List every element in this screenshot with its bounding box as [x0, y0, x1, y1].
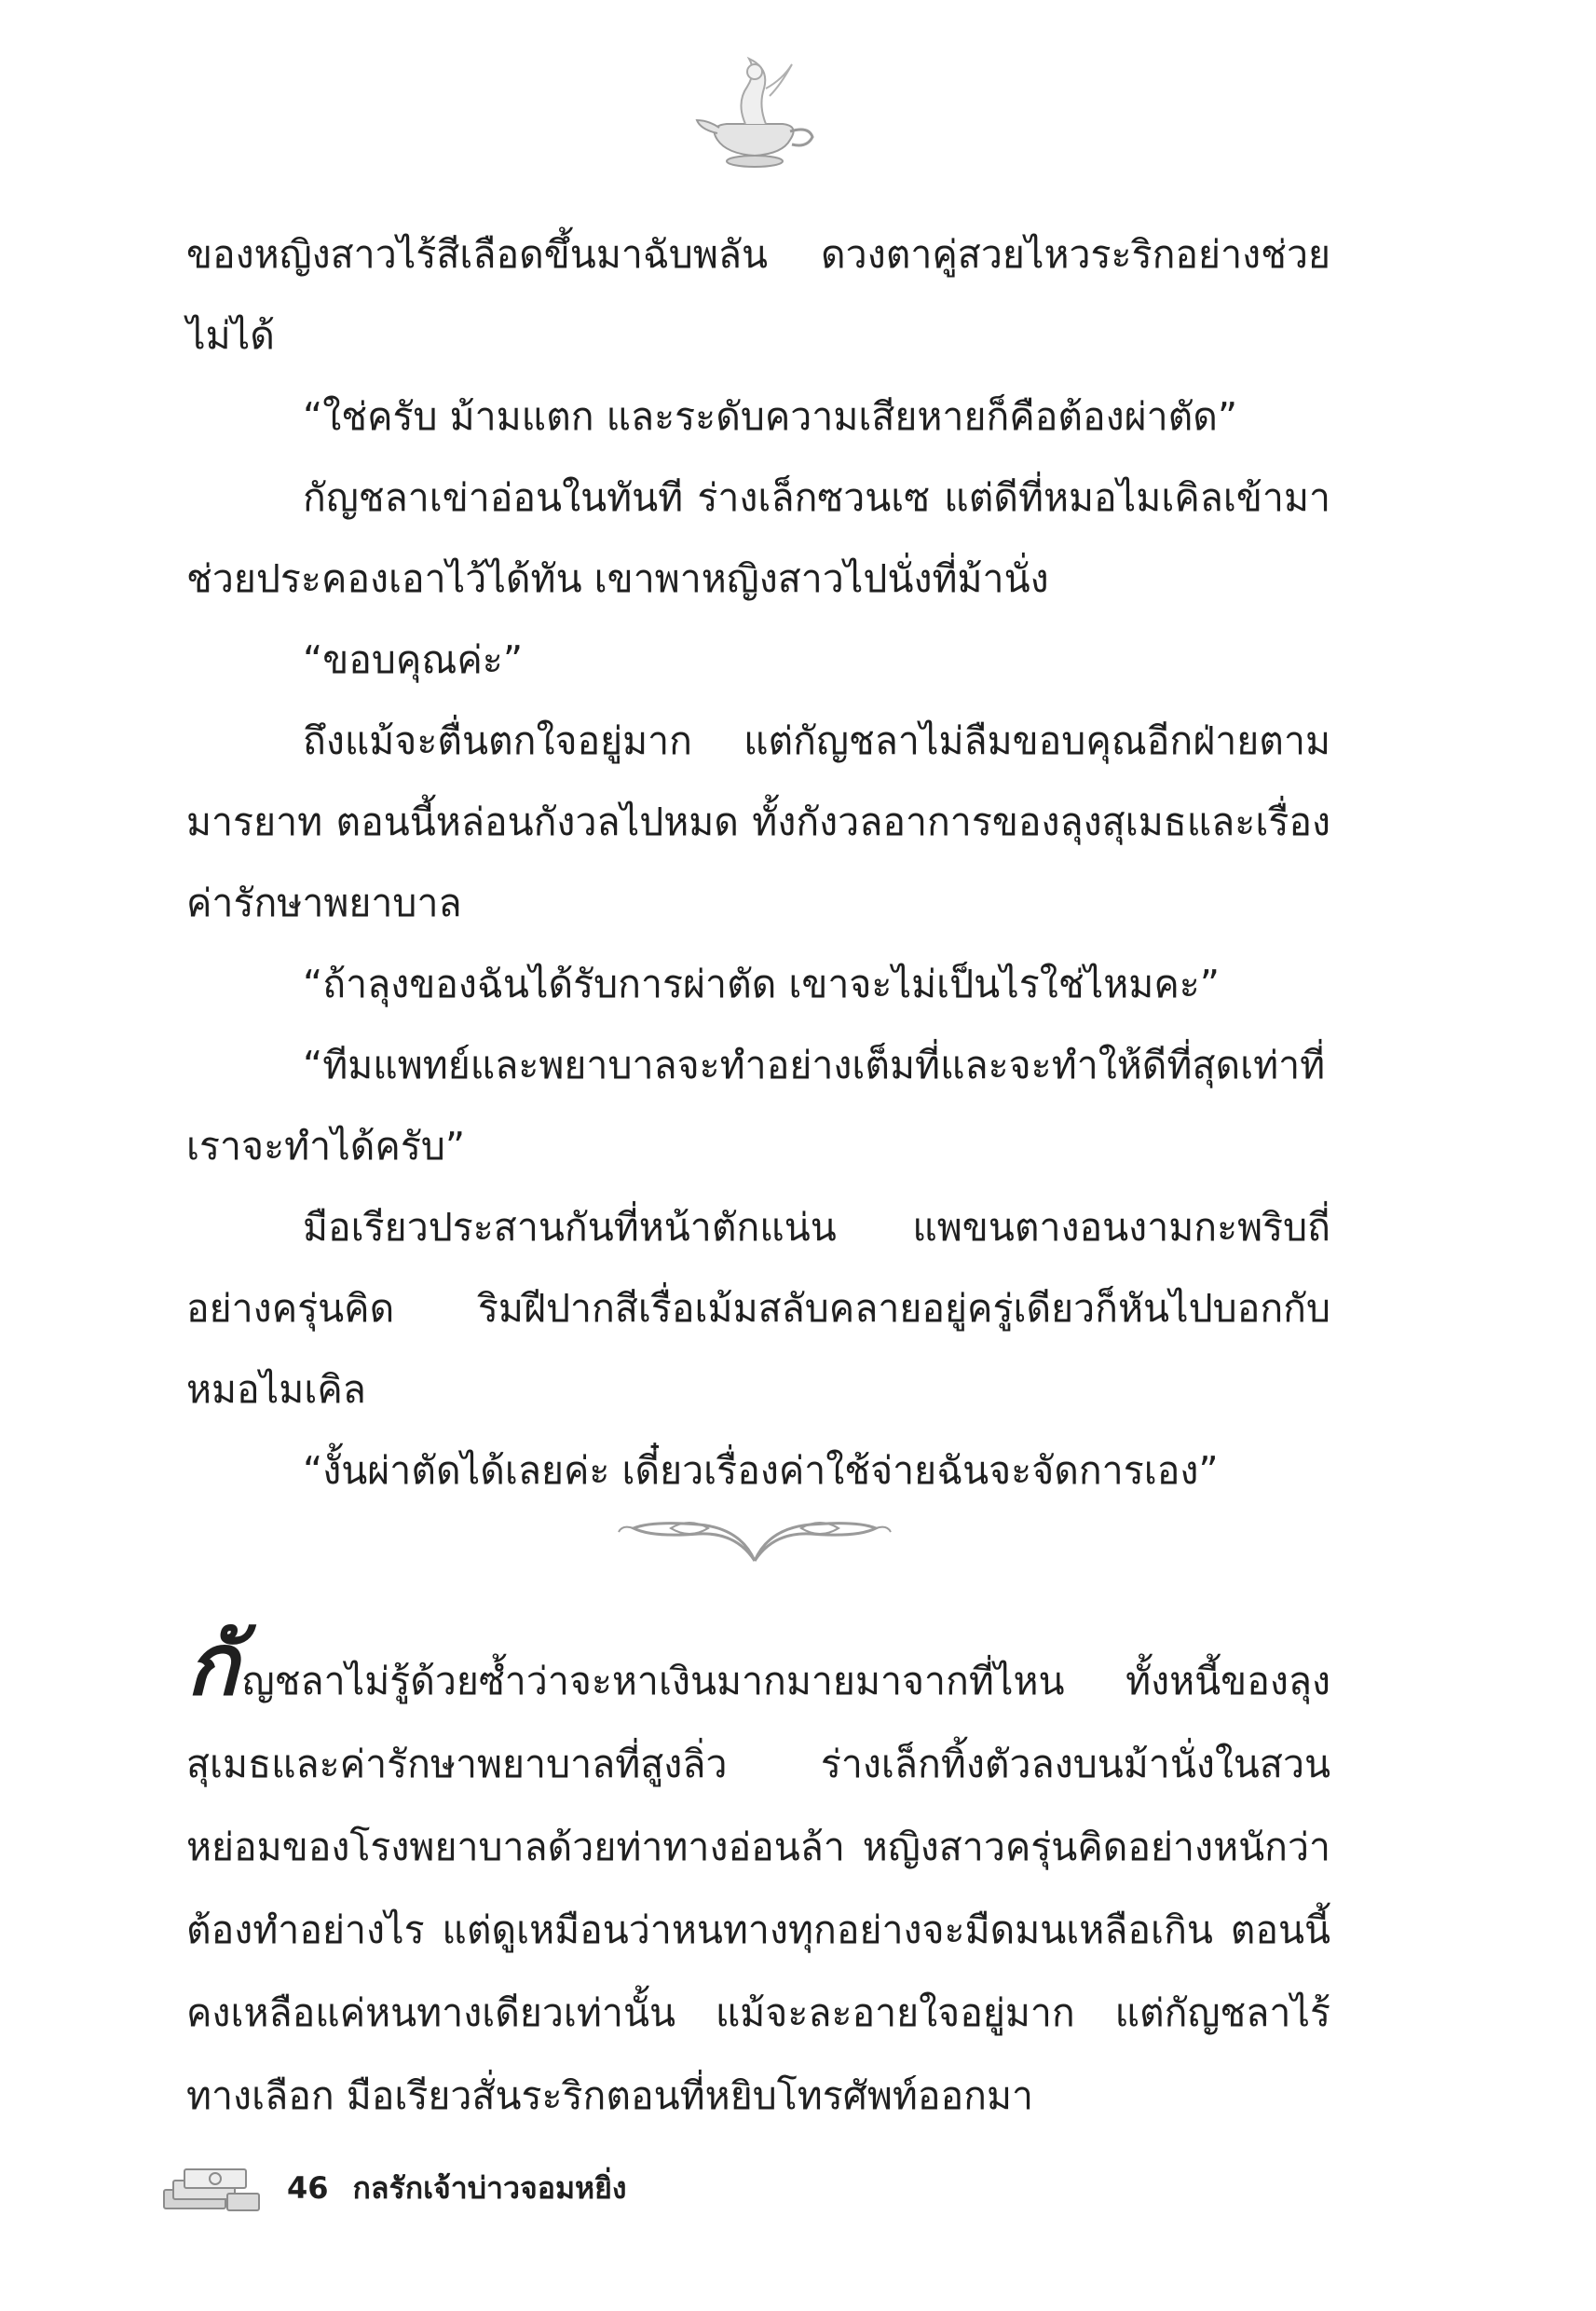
flourish-divider-icon [615, 1491, 894, 1575]
paragraph: “ทีมแพทย์และพยาบาลจะทำอย่างเต็มที่และจะทำให้ดีที่สุดเท่าที่เราจะทำได้ครับ” [186, 1043, 1326, 1169]
paragraph: “งั้นผ่าตัดได้เลยค่ะ เดี๋ยวเรื่องค่าใช้จ่ายฉันจะจัดการเอง” [303, 1448, 1219, 1493]
drop-cap: กั [186, 1615, 239, 1715]
paragraph: “ถ้าลุงของฉันได้รับการผ่าตัด เขาจะไม่เป็นไรใช่ไหมคะ” [303, 962, 1221, 1006]
section-paragraph [186, 1615, 1330, 2138]
money-stack-icon [160, 2162, 263, 2214]
section-text: ญชลาไม่รู้ด้วยซ้ำว่าจะหาเงินมากมายมาจากที่ไหน ทั้งหนี้ของลุงสุเมธและค่ารักษาพยาบาลที่สูงลิ่ว ร่างเล็กทิ้งตัวลงบนม้านั่งในสวนหย่อมของโรงพยาบาลด้วยท่าทางอ่อนล้า หญิงสาวครุ่นคิดอย่างหนักว่าต้องทำอย่างไร แต่ดูเหมือนว่าหนทางทุกอย่างจะมืดมนเหลือเกิน ตอนนี้คงเหลือแค่หนทางเดียวเท่านั้น แม้จะละอายใจอยู่มาก แต่กัญชลาไร้ทางเลือก มือเรียวสั่นระริกตอนที่หยิบโทรศัพท์ออกมา [186, 1659, 1330, 2118]
story-text [186, 214, 1330, 1511]
page-number: 46 [287, 2170, 329, 2206]
page-footer [160, 2160, 627, 2216]
paragraph: ของหญิงสาวไร้สีเลือดขึ้นมาฉับพลัน ดวงตาคู่สวยไหวระริกอย่างช่วยไม่ได้ [186, 232, 1330, 358]
paragraph: “ใช่ครับ ม้ามแตก และระดับความเสียหายก็คือต้องผ่าตัด” [303, 394, 1238, 439]
paragraph: ถึงแม้จะตื่นตกใจอยู่มาก แต่กัญชลาไม่ลืมขอบคุณอีกฝ่ายตามมารยาท ตอนนี้หล่อนกังวลไปหมด ทั้งกังวลอาการของลุงสุเมธและเรื่องค่ารักษาพยาบาล [186, 718, 1330, 925]
genie-lamp-icon [689, 51, 820, 177]
paragraph: มือเรียวประสานกันที่หน้าตักแน่น แพขนตางอนงามกะพริบถี่อย่างครุ่นคิด ริมฝีปากสีเรื่อเม้มสลับคลายอยู่ครู่เดียวก็หันไปบอกกับหมอไมเคิล [186, 1205, 1330, 1412]
paragraph: “ขอบคุณค่ะ” [303, 637, 524, 682]
paragraph: กัญชลาเข่าอ่อนในทันที ร่างเล็กซวนเซ แต่ดีที่หมอไมเคิลเข้ามาช่วยประคองเอาไว้ได้ทัน เขาพาหญิงสาวไปนั่งที่ม้านั่ง [186, 475, 1330, 601]
book-title: กลรักเจ้าบ่าวจอมหยิ่ง [352, 2169, 627, 2206]
